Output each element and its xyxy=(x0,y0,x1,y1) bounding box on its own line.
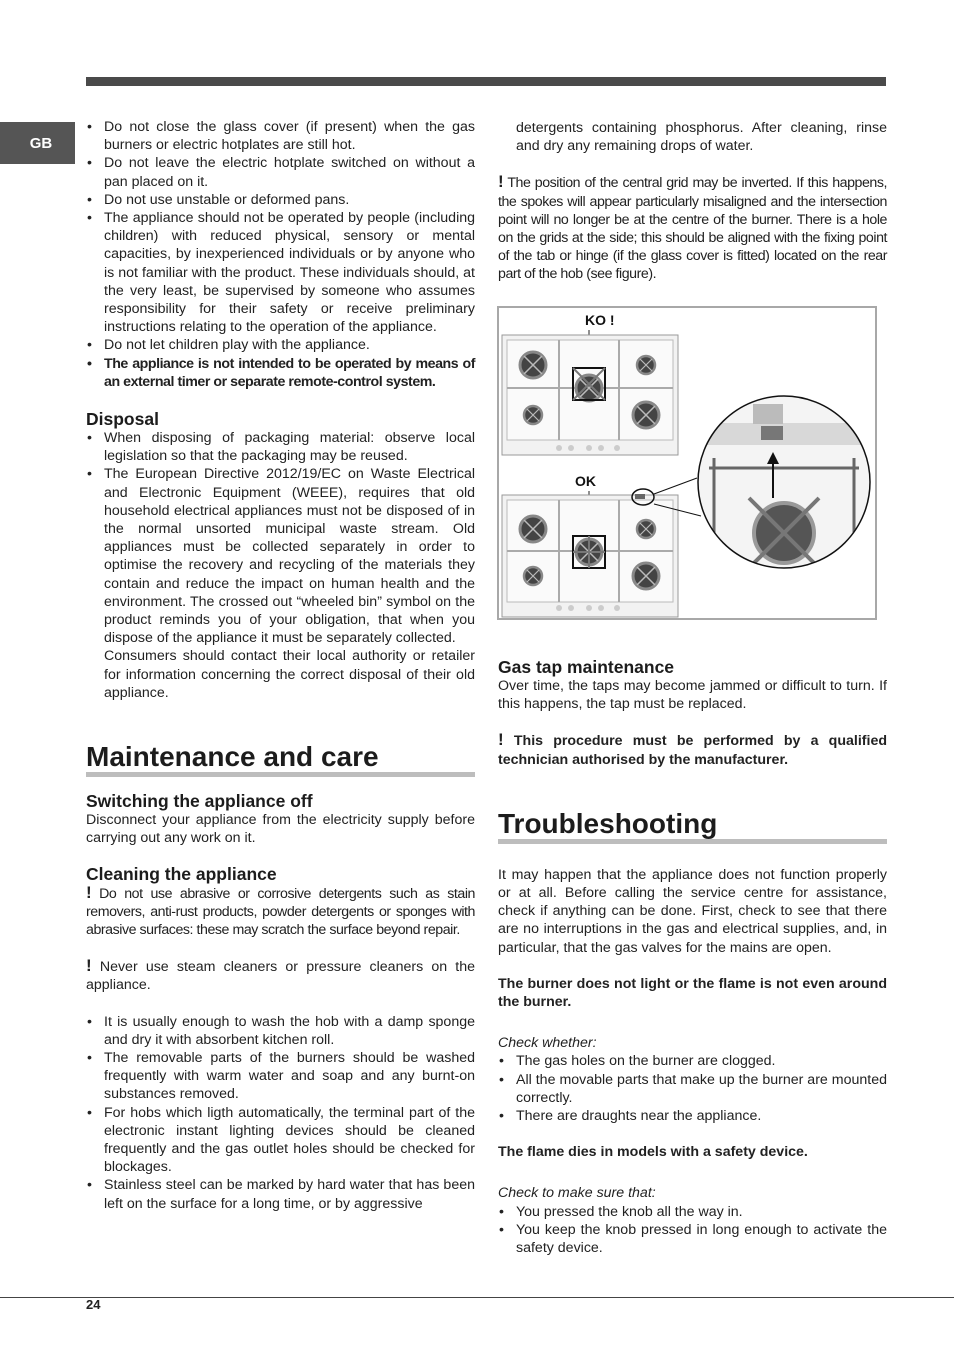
cleaning-heading: Cleaning the appliance xyxy=(86,863,277,884)
warning-mark: ! xyxy=(498,172,504,192)
cleaning-list xyxy=(86,1013,475,1213)
maintenance-title: Maintenance and care xyxy=(86,742,475,777)
check-1-list xyxy=(498,1052,887,1125)
list-item: • You keep the knob pressed in long enough to activate the safety device. xyxy=(498,1221,887,1257)
list-item: • There are draughts near the appliance. xyxy=(498,1107,887,1125)
list-item: • Do not use unstable or deformed pans. xyxy=(86,191,475,209)
problem-2: The flame dies in models with a safety device. xyxy=(498,1144,808,1161)
gas-tap-text: Over time, the taps may become jammed or difficult to turn. If this happens, the tap must be replaced. xyxy=(498,678,887,713)
page-number: 24 xyxy=(86,1297,101,1312)
warning-mark: ! xyxy=(86,956,92,976)
check-2-label: Check to make sure that: xyxy=(498,1185,656,1202)
ok-label: OK xyxy=(575,473,596,489)
disposal-extra: Consumers should contact their local authority or retailer for information concerning the correct disposal of their old appliance. xyxy=(104,648,475,701)
list-item: • When disposing of packaging material: observe local legislation so that the packaging may be reused. xyxy=(86,429,475,465)
grid-position-figure xyxy=(497,306,877,620)
switch-off-heading: Switching the appliance off xyxy=(86,791,313,812)
list-item: • It is usually enough to wash the hob with a damp sponge and dry it with absorbent kitchen roll. xyxy=(86,1013,475,1049)
language-tab: GB xyxy=(0,122,75,164)
right-column-bottom xyxy=(498,657,887,1257)
list-item: • Do not let children play with the appliance. xyxy=(86,336,475,354)
switch-off-text: Disconnect your appliance from the electricity supply before carrying out any work on it. xyxy=(86,812,475,847)
list-item: • Stainless steel can be marked by hard water that has been left on the surface for a long time, or by aggressive xyxy=(86,1176,475,1212)
left-column xyxy=(86,118,475,1213)
hob-ok xyxy=(502,489,678,617)
list-item: • The appliance is not intended to be operated by means of an external timer or separate remote-control system. xyxy=(86,355,475,391)
ko-label: KO ! xyxy=(585,312,615,328)
safety-list xyxy=(86,118,475,391)
list-item: • The appliance should not be operated by people (including children) with reduced physical, sensory or mental capacities, by inexperienced individuals or by anyone who is not familiar with the product. These individuals should, at the very least, be supervised by someone who assumes responsibility for their safety or receive preliminary instructions relating to the operation of the appliance. xyxy=(86,209,475,336)
list-item: • Do not leave the electric hotplate switched on without a pan placed on it. xyxy=(86,154,475,190)
list-item: • Do not close the glass cover (if present) when the gas burners or electric hotplates are still hot. xyxy=(86,118,475,154)
check-2-list xyxy=(498,1203,887,1258)
disposal-list xyxy=(86,429,475,647)
list-item: • For hobs which ligth automatically, the terminal part of the electronic instant lighting devices should be cleaned frequently and the gas outlet holes should be checked for blockages. xyxy=(86,1104,475,1177)
cleaning-warning-2: Never use steam cleaners or pressure cleaners on the appliance. xyxy=(86,959,475,994)
cleaning-continuation: detergents containing phosphorus. After cleaning, rinse and dry any remaining drops of water. xyxy=(516,120,887,155)
grid-note: The position of the central grid may be inverted. If this happens, the spokes will appear particularly misaligned and the intersection point will no longer be at the centre of the burner. There is a hole on the grids at the side; this should be aligned with the fixing point of the tab or hinge (if the glass cover is fitted) located on the rear part of the hob (see figure). xyxy=(498,175,887,283)
troubleshooting-title: Troubleshooting xyxy=(498,809,887,844)
top-rule xyxy=(86,77,886,86)
troubleshooting-intro: It may happen that the appliance does not function properly or at all. Before calling the service centre for assistance, check if anything can be done. First, check to see that there are no interruptions in the gas and electrical supplies, and, in particular, that the gas valves for the mains are open. xyxy=(498,866,887,956)
disposal-heading: Disposal xyxy=(86,409,159,430)
gas-tap-heading: Gas tap maintenance xyxy=(498,657,675,677)
right-column-top xyxy=(498,119,887,284)
cleaning-warning-1: Do not use abrasive or corrosive detergents such as stain removers, anti-rust products, powder detergents or sponges with abrasive surfaces: these may scratch the surface beyond repair. xyxy=(86,885,475,938)
warning-mark: ! xyxy=(86,882,92,902)
warning-mark: ! xyxy=(498,730,504,750)
list-item: • The removable parts of the burners should be washed frequently with warm water and soap and any burnt-on substances removed. xyxy=(86,1049,475,1104)
list-item: • The gas holes on the burner are clogged. xyxy=(498,1052,887,1070)
footer-rule xyxy=(0,1297,954,1298)
list-item: • The European Directive 2012/19/EC on Waste Electrical and Electronic Equipment (WEEE), requires that old household electrical appliances must not be disposed of in the normal unsorted municipal waste stream. Old appliances must be collected separately in order to optimise the recovery and recycling of the materials they contain and reduce the impact on human health and the environment. The crossed out “wheeled bin” symbol on the product reminds you of your obligation, that when you dispose of the appliance it must be separately collected. xyxy=(86,465,475,647)
problem-1: The burner does not light or the flame is not even around the burner. xyxy=(498,975,887,1011)
check-1-label: Check whether: xyxy=(498,1035,597,1052)
list-item: • All the movable parts that make up the burner are mounted correctly. xyxy=(498,1071,887,1107)
zoom-detail xyxy=(689,388,875,588)
gas-tap-warning: This procedure must be performed by a qualified technician authorised by the manufacturer. xyxy=(498,733,887,768)
list-item: • You pressed the knob all the way in. xyxy=(498,1203,887,1221)
hob-ko xyxy=(502,335,678,455)
hob-diagram xyxy=(499,308,875,618)
